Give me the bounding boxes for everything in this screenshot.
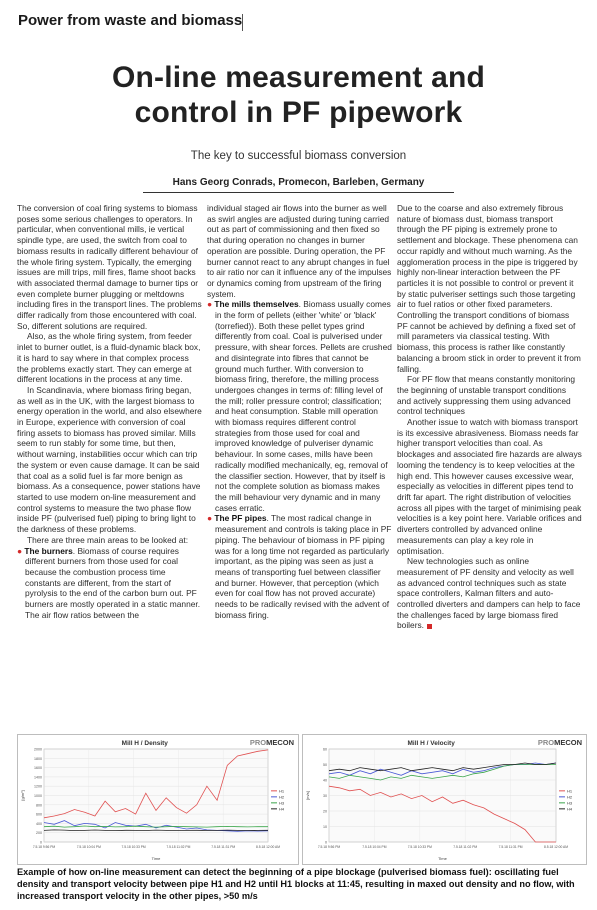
y-tick-label: 50 (323, 763, 327, 767)
end-mark-icon (427, 624, 432, 629)
title-line-1: On-line measurement and (111, 61, 486, 94)
paragraph: In Scandinavia, where biomass firing began, as well as in the UK, with the largest biomass to energy operation in the world, and also elsewhere in Europe, experience with conversion of coal firing assets to biomass has proved similar. Mills seem to run stably for some time, but then, without warning, instabilities occur which can trip the system or even cause damage. It can be said that coal as a solid fuel is far more benign as biomass. As a consequence, power stations have started to use modern on-line measurement and control systems to measure the two phase flow inside PF (pulverised fuel) piping to bring light to the darkness of these problems. (17, 384, 202, 535)
y-axis-label: [m/s] (305, 791, 310, 800)
bullet-text: . The most radical change in measurement and controls is taking place in PF piping. The behaviour of biomass in PF piping was for a long time not regarded as particularly important, as the piping was seen as just a means of transporting fuel between classifier and burner. However, that perception (which even for coal flow has not proved accurate) needs to be radically revised with the advent of biomass firing. (215, 513, 392, 620)
paragraph: Due to the coarse and also extremely fibrous nature of biomass dust, biomass transport through the PF piping is extremely prone to settlement and blockage. These phenomena can occur rapidly and without much warning. As the agglomeration process in the pipe is triggered by highly non-linear interaction between the PF particles it is not possible to control or prevent it by static pulveriser settings such those targeting air to fuel ratios or other fixed parameters. Controlling the transport conditions of biomass PF cannot be achieved by defining a fixed set of mill parameters via classical testing. With biomass, this process is rather like constantly balancing a broom stick in order to prevent it from falling. (397, 203, 581, 374)
x-tick-label: 7.5.18 11:31 PM (211, 845, 236, 849)
article-subtitle: The key to successful biomass conversion (190, 150, 407, 162)
byline-rule (143, 192, 454, 193)
legend-label: H3 (567, 800, 573, 806)
legend-label: H1 (279, 788, 285, 794)
y-tick-label: 30 (323, 794, 327, 798)
bullet-icon: ● (207, 513, 213, 524)
y-tick-label: 0 (40, 840, 42, 845)
legend-label: H2 (567, 794, 573, 800)
y-tick-label: 1400 (34, 775, 42, 780)
title-line-2: control in PF pipework (134, 96, 463, 129)
text-column-3 (397, 203, 582, 631)
bullet-paragraph (17, 546, 202, 621)
x-tick-label: 7.5.18 9:56 PM (32, 845, 56, 849)
x-tick-label: 7.5.18 11:02 PM (453, 845, 478, 849)
y-tick-label: 600 (36, 812, 42, 817)
article-title (0, 60, 597, 130)
y-tick-label: 0 (325, 840, 327, 845)
y-tick-label: 1600 (34, 766, 42, 771)
y-axis-label: [g/m³] (20, 790, 25, 801)
x-tick-label: 7.5.18 10:04 PM (362, 845, 387, 849)
density-chart (18, 735, 298, 864)
bullet-paragraph (207, 513, 392, 620)
y-tick-label: 2000 (34, 747, 42, 752)
bullet-icon: ● (17, 545, 23, 556)
paragraph-text: New technologies such as online measurement of PF density and velocity as well as advanced control techniques such as state space controllers, Kalman filters and auto-controlled diverters and dampers can help to face the challenges faced by large biomass fired boilers. (397, 556, 581, 631)
y-tick-label: 20 (323, 809, 327, 814)
brand-logo: PROMECON (537, 738, 582, 747)
paragraph (397, 556, 582, 631)
x-tick-label: 7.5.18 11:31 PM (498, 845, 523, 849)
section-label: Power from waste and biomass (18, 12, 243, 29)
bullet-icon: ● (207, 299, 213, 310)
y-tick-label: 60 (323, 747, 327, 752)
x-axis-label: Time (438, 856, 447, 861)
x-tick-label: 7.5.18 10:33 PM (407, 845, 432, 849)
velocity-chart (303, 735, 586, 864)
paragraph: The conversion of coal firing systems to biomass poses some serious challenges to operators. In particular, when conventional mills, ie vertical spindle type, are used, the switch from coal to biomass results in radically different behaviour of the whole firing system. Typically, the emerging issues are mill trips, mill fires, flame shoot backs with associated thermal damage to burner tips or even complete burner plugging or meltdowns including fires in the transport lines. The problems differ radically from those encountered with coal. So, different solutions are required. (17, 203, 202, 331)
text-column-1 (17, 203, 202, 620)
paragraph: Another issue to watch with biomass transport is its excessive abrasiveness. Biomass needs far higher transport velocities than coal. As blockages and associated fire hazards are always looming the tendency is to keep velocities at the high end. This however causes excessive wear, especially as velocities in different pipes tend to drift far apart. The right distribution of velocities across all pipes with the target of minimising peak velocities is a key point here. Variable orifices and diverters controlled by advanced online measurements can play a key role in optimisation. (397, 417, 582, 556)
x-tick-label: 8.5.18 12:00 AM (543, 845, 569, 849)
legend-label: H4 (567, 806, 573, 812)
bullet-text: . Biomass usually comes in the form of pellets (either 'white' or 'black' (torrefied)). Both these pellet types grind differently from coal. Coal is pulverised under pressure, with shear forces. Pellets are crushed and disintegrate into fibres that cannot be ground much further. With conversion to biomass firing, therefore, the milling process undergoes changes in terms of: filling level of the mill; roller pressure control; classification; and heat consumption. Stable mill operation with biomass requires different control strategies from those used for coal and improved knowledge of pulveriser dynamic behaviour. In some cases, mills have been radically modified mechanically, eg, removal of the classifier section. However, that by itself is not the complete solution as biomass makes the mill behaviour very dynamic and in many cases erratic. (215, 299, 392, 513)
x-axis-label: Time (151, 856, 161, 861)
y-tick-label: 1800 (34, 756, 42, 761)
x-tick-label: 7.5.18 9:56 PM (317, 845, 341, 849)
y-tick-label: 1200 (34, 784, 42, 789)
y-tick-label: 10 (323, 825, 327, 829)
y-tick-label: 400 (36, 821, 42, 826)
section-divider (242, 14, 243, 31)
article-byline: Hans Georg Conrads, Promecon, Barleben, Germany (172, 177, 425, 188)
bullet-heading: The mills themselves (214, 299, 299, 310)
text-column-2 (207, 203, 392, 620)
legend-label: H2 (279, 794, 285, 800)
y-tick-label: 200 (36, 831, 42, 836)
bullet-heading: The PF pipes (214, 513, 267, 524)
y-tick-label: 800 (36, 803, 42, 808)
velocity-chart-frame (302, 734, 587, 865)
legend-label: H1 (567, 788, 573, 794)
bullet-text: . Biomass of course requires different burners from those used for coal because the combustion process time constants are different, from the start of pyrolysis to the end of the carbon burn out. PF burners are mostly operated in a static manner. The air flow ratios between the (25, 545, 201, 620)
paragraph: There are three main areas to be looked at: (27, 534, 189, 545)
paragraph: Also, as the whole firing system, from feeder inlet to burner outlet, is a fluid-dynamic black box, it is hard to say where in that complex process the problems exactly start. They can emerge at different locations in the process at any time. (17, 331, 201, 385)
bullet-paragraph (207, 299, 392, 513)
y-tick-label: 1000 (34, 794, 42, 798)
legend-label: H4 (279, 806, 285, 812)
paragraph: For PF flow that means constantly monitoring the beginning of unstable transport conditions and actively suppressing them using advanced control techniques (397, 374, 576, 417)
chart-title: Mill H / Density (121, 740, 168, 747)
figure-caption: Example of how on-line measurement can detect the beginning of a pipe blockage (pulverised biomass fuel): oscillating fuel density and transport velocity between pipe H1 and H2 until H1 blocks at 11:45, resulting in maxed out density and no flow, with increased transport velocity in the other pipes, >50 m/s (17, 867, 575, 901)
chart-title: Mill H / Velocity (407, 740, 455, 747)
legend-label: H3 (279, 800, 285, 806)
paragraph: individual staged air flows into the burner as well as swirl angles are adjusted during tuning carried out as part of commissioning and then fixed so that during operation no changes in burner operation are possible. During operation, the PF burner cannot react to any abrupt changes in fuel to air ratio nor can it influence any of the impulses or dynamics coming from upstream of the firing system. (207, 203, 392, 299)
x-tick-label: 7.5.18 10:33 PM (121, 845, 146, 849)
y-tick-label: 40 (323, 778, 327, 783)
bullet-heading: The burners (24, 545, 73, 556)
x-tick-label: 7.5.18 10:04 PM (76, 845, 101, 849)
x-tick-label: 7.5.18 11:02 PM (166, 845, 191, 849)
x-tick-label: 8.5.18 12:00 AM (255, 845, 281, 849)
density-chart-frame (17, 734, 299, 865)
brand-logo: PROMECON (249, 738, 294, 747)
